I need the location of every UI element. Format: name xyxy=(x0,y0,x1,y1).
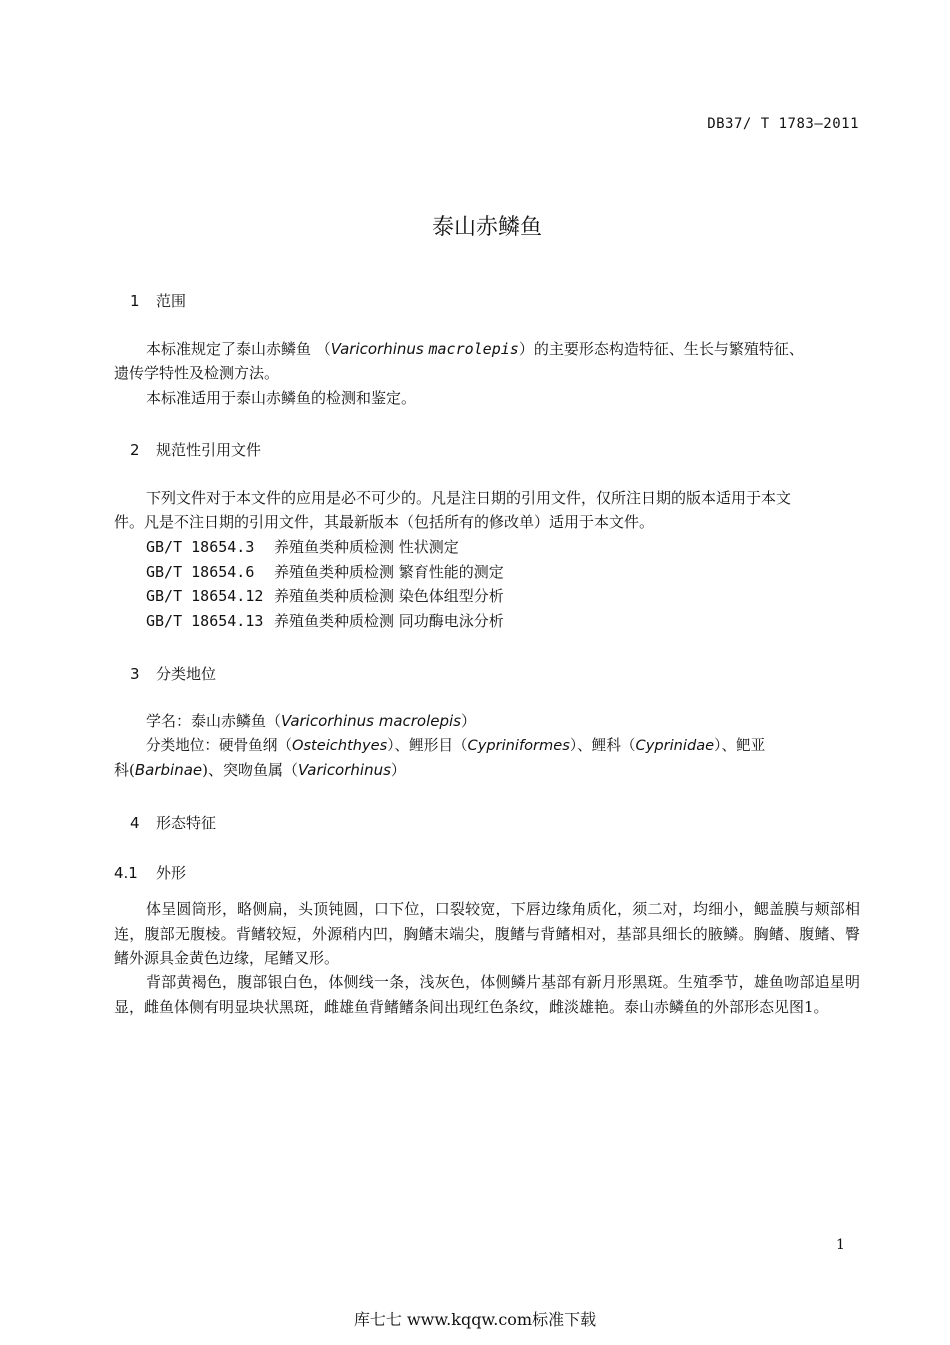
reference-code: GB/T 18654.3 xyxy=(146,538,255,556)
document-title: 泰山赤鳞鱼 xyxy=(431,215,542,240)
reference-code: GB/T 18654.12 xyxy=(146,587,264,605)
section-3-title: 分类地位 xyxy=(156,665,217,683)
latin-genus: Varicorhinus xyxy=(297,761,391,779)
section-1-title: 范围 xyxy=(156,292,187,310)
morphology-paragraph-1: 体呈圆筒形，略侧扁，头顶钝圆，口下位，口裂较宽，下唇边缘角质化，须二对，均细小，鳃盖膜与颊部相连，腹部无腹棱。背鳍较短，外源稍内凹，胸鳍末端尖，腹鳍与背鳍相对，基部具细长的腋鳞。胸鳍、腹鳍、臀鳍外源具金黄色边缘，尾鳍叉形。 xyxy=(114,900,860,967)
latin-name: Varicorhinus macrolepis xyxy=(281,712,462,730)
morphology-paragraph-2: 背部黄褐色，腹部银白色，体侧线一条，浅灰色，体侧鳞片基部有新月形黑斑。生殖季节，雄鱼吻部追星明显，雌鱼体侧有明显块状黑斑，雌雄鱼背鳍鳍条间出现红色条纹，雌淡雄艳。泰山赤鳞鱼的外部形态见图1。 xyxy=(114,973,860,1016)
standard-code: DB37/ T 1783—2011 xyxy=(707,116,859,132)
classification-line-2 xyxy=(114,758,406,783)
page-number: 1 xyxy=(836,1237,845,1253)
scientific-name xyxy=(146,709,476,734)
section-3-number: 3 xyxy=(130,665,140,683)
reference-code: GB/T 18654.13 xyxy=(146,612,264,630)
section-4-heading xyxy=(130,812,216,833)
reference-item xyxy=(146,535,459,560)
section-1-para-1-line-1 xyxy=(146,337,804,362)
reference-title: 养殖鱼类种质检测 同功酶电泳分析 xyxy=(274,612,504,630)
section-1-para-2: 本标准适用于泰山赤鳞鱼的检测和鉴定。 xyxy=(146,389,417,407)
section-1-para-1-line-2: 遗传学特性及检测方法。 xyxy=(114,364,280,382)
footer-watermark: 库七七 www.kqqw.com标准下载 xyxy=(353,1310,597,1329)
latin-species: macrolepis xyxy=(428,340,519,358)
section-2-heading xyxy=(130,439,261,460)
reference-title: 养殖鱼类种质检测 繁育性能的测定 xyxy=(274,563,504,581)
section-2-title: 规范性引用文件 xyxy=(156,441,262,459)
section-4-title: 形态特征 xyxy=(156,814,217,832)
reference-item xyxy=(146,584,504,609)
text-span: )、突吻鱼属（ xyxy=(202,761,298,779)
section-3-heading xyxy=(130,663,216,684)
latin-genus: Varicorhinus xyxy=(330,340,424,358)
latin-order: Cypriniformes xyxy=(467,737,570,754)
reference-item xyxy=(146,560,504,585)
text-span: 本标准规定了泰山赤鳞鱼 （ xyxy=(146,340,331,358)
section-2-para-line-1: 下列文件对于本文件的应用是必不可少的。凡是注日期的引用文件，仅所注日期的版本适用于本文 xyxy=(146,489,792,507)
text-span: ） xyxy=(390,761,406,779)
text-span: ）、鲤形目（ xyxy=(387,737,468,754)
reference-code: GB/T 18654.6 xyxy=(146,563,255,581)
classification-line-1 xyxy=(146,734,765,759)
text-span: 科( xyxy=(114,761,135,779)
subsection-number: 4.1 xyxy=(114,864,138,882)
text-span: ） xyxy=(461,712,477,730)
subsection-title: 外形 xyxy=(156,864,187,882)
section-4-number: 4 xyxy=(130,814,140,832)
section-2-number: 2 xyxy=(130,441,140,459)
latin-family: Cyprinidae xyxy=(635,737,715,754)
text-span: ）、鲤科（ xyxy=(569,737,636,754)
reference-title: 养殖鱼类种质检测 性状测定 xyxy=(274,538,459,556)
subsection-4-1-heading xyxy=(114,862,186,883)
text-span: ）、鲃亚 xyxy=(714,737,766,754)
section-2-para-line-2: 件。凡是不注日期的引用文件，其最新版本（包括所有的修改单）适用于本文件。 xyxy=(114,513,655,531)
latin-class: Osteichthyes xyxy=(291,737,388,754)
section-1-number: 1 xyxy=(130,292,140,310)
section-1-heading xyxy=(130,290,186,311)
latin-subfamily: Barbinae xyxy=(134,761,203,779)
text-span: 学名：泰山赤鳞鱼（ xyxy=(146,712,282,730)
text-span: ）的主要形态构造特征、生长与繁殖特征、 xyxy=(518,340,804,358)
text-span: 分类地位：硬骨鱼纲（ xyxy=(146,737,292,754)
reference-title: 养殖鱼类种质检测 染色体组型分析 xyxy=(274,587,504,605)
reference-item xyxy=(146,609,504,634)
